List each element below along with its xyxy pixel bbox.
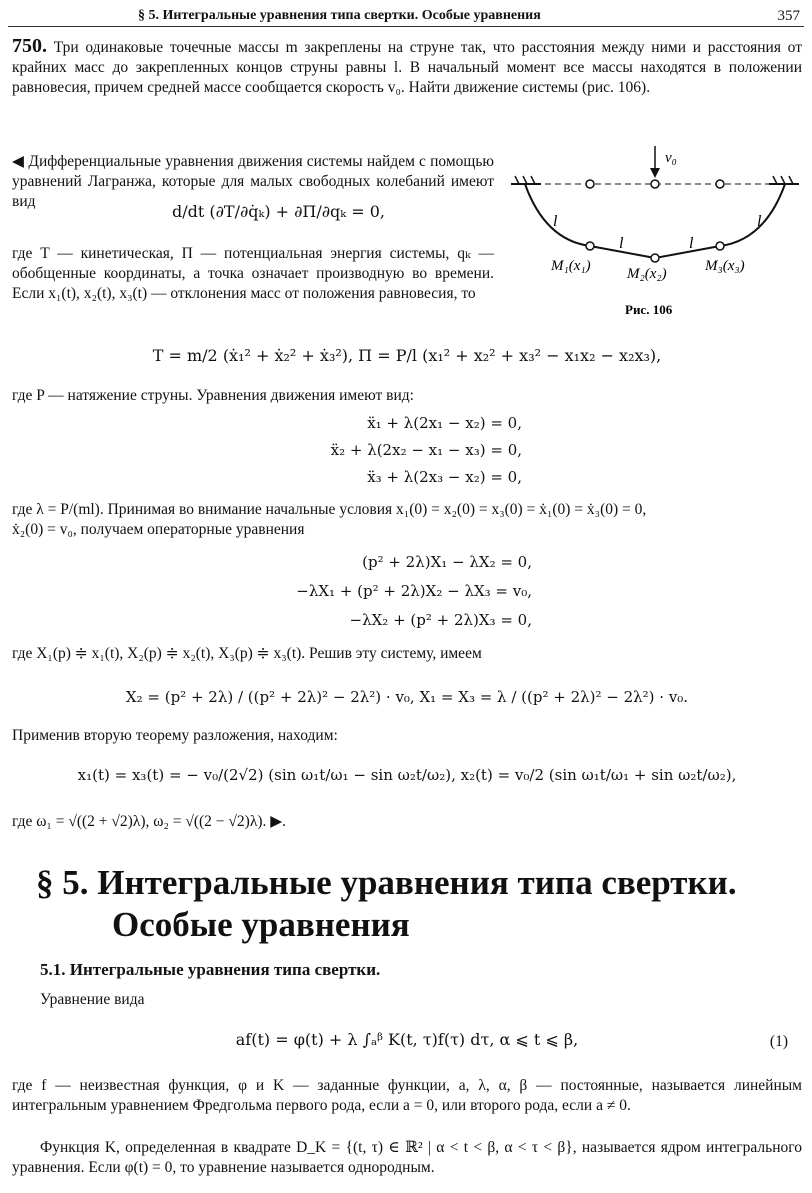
- problem-statement-block: [12, 36, 802, 98]
- running-header: [8, 6, 804, 27]
- equation-number: (1): [769, 1033, 788, 1050]
- fredholm-equation-row: [12, 1030, 802, 1056]
- section-title-line-1: § 5. Интегральные уравнения типа свертки.: [36, 863, 737, 902]
- figure-106: [505, 140, 805, 320]
- mass-equilibrium-2: [651, 180, 659, 188]
- running-header-title: § 5. Интегральные уравнения типа свертки. Особые уравнения: [138, 8, 541, 23]
- motion-equation-1: ẍ₁ + λ(2x₁ − x₂) = 0,: [367, 414, 522, 432]
- figure-caption: Рис. 106: [625, 302, 673, 317]
- fredholm-equation: af(t) = φ(t) + λ ∫ₐᵝ K(t, τ)f(τ) dτ, α ⩽ t ⩽ β,: [235, 1030, 579, 1049]
- length-label-3: l: [689, 235, 694, 252]
- subsection-title: 5.1. Интегральные уравнения типа свертки.: [40, 960, 381, 979]
- mass-label-2: M₂(x₂): [627, 266, 667, 282]
- length-label-4: l: [757, 213, 762, 230]
- motion-equation-3: ẍ₃ + λ(2x₃ − x₂) = 0,: [367, 468, 522, 486]
- lagrange-equation: d/dt (∂T/∂q̇ₖ) + ∂П/∂qₖ = 0,: [172, 202, 385, 221]
- mass-3: [716, 242, 724, 250]
- theorem-text: Применив вторую теорему разложения, находим:: [12, 727, 338, 744]
- page-number: 357: [777, 8, 800, 24]
- energy-definition-text: где T — кинетическая, П — потенциальная энергия системы, qₖ — обобщенные координаты, а точка означает производную во времени. Если x₁(t), x₂(t), x₃(t) — отклонения масс от положения равновесия, то: [12, 245, 494, 302]
- mass-label-1: M₁(x₁): [551, 258, 591, 274]
- operator-equation-2: −λX₁ + (p² + 2λ)X₂ − λX₃ = v₀,: [296, 582, 532, 600]
- solution-X-equation: X₂ = (p² + 2λ) / ((p² + 2λ)² − 2λ²) · v₀, X₁ = X₃ = λ / ((p² + 2λ)² − 2λ²) · v₀.: [125, 688, 689, 706]
- problem-number: 750.: [12, 35, 47, 57]
- initial-conditions-text: [12, 500, 802, 540]
- length-label-1: l: [553, 213, 558, 230]
- kernel-text: Функция K, определенная в квадрате D_K = {(t, τ) ∈ ℝ² | α < t < β, α < τ < β}, называется ядром интегрального уравнения. Если φ(t) = 0, то уравнение называется однородным.: [12, 1139, 802, 1176]
- mass-2: [651, 254, 659, 262]
- problem-statement: Три одинаковые точечные массы m закреплены на струне так, что расстояния между ними и расстояния от крайних масс до закрепленных концов струны равны l. В начальный момент все массы находятся в положении равновесия, причем средней массе сообщается скорость v₀. Найти движение системы (рис. 106).: [12, 39, 802, 96]
- definition-text: где f — неизвестная функция, φ и K — заданные функции, a, λ, α, β — постоянные, называется линейным интегральным уравнением Фредгольма первого рода, если a = 0, или второго рода, если a ≠ 0.: [12, 1077, 802, 1114]
- section-intro: Уравнение вида: [40, 991, 145, 1008]
- string-diagram: [505, 140, 805, 320]
- length-label-2: l: [619, 235, 624, 252]
- mass-1: [586, 242, 594, 250]
- velocity-label: v₀: [665, 150, 677, 166]
- section-title: [36, 862, 806, 946]
- mass-equilibrium-1: [586, 180, 594, 188]
- operator-equations: [270, 548, 532, 635]
- deformed-string: [525, 184, 785, 258]
- solution-intro: ◀ Дифференциальные уравнения движения системы найдем с помощью уравнений Лагранжа, которые для малых свободных колебаний имеют вид: [12, 153, 494, 210]
- operator-equation-3: −λX₂ + (p² + 2λ)X₃ = 0,: [349, 611, 532, 629]
- solution-x-equation: x₁(t) = x₃(t) = − v₀/(2√2) (sin ω₁t/ω₁ − sin ω₂t/ω₂), x₂(t) = v₀/2 (sin ω₁t/ω₁ + sin ω₂t/ω₂),: [77, 766, 737, 784]
- tension-text: где P — натяжение струны. Уравнения движения имеют вид:: [12, 387, 414, 404]
- motion-equation-2: ẍ₂ + λ(2x₂ − x₁ − x₃) = 0,: [330, 441, 522, 459]
- velocity-arrow-head: [650, 168, 660, 178]
- initial-conditions-line-1: где λ = P/(ml). Принимая во внимание начальные условия x₁(0) = x₂(0) = x₃(0) = ẋ₁(0) = ẋ₃(0) = 0,: [12, 501, 647, 518]
- omega-text: где ω₁ = √((2 + √2)λ), ω₂ = √((2 − √2)λ). ▶.: [12, 813, 287, 830]
- operator-equation-1: (p² + 2λ)X₁ − λX₂ = 0,: [362, 553, 532, 571]
- mass-label-3: M₃(x₃): [705, 258, 745, 274]
- motion-equations: [300, 410, 522, 491]
- initial-conditions-line-2: ẋ₂(0) = v₀, получаем операторные уравнения: [12, 521, 305, 538]
- section-title-line-2: Особые уравнения: [112, 905, 410, 944]
- mass-equilibrium-3: [716, 180, 724, 188]
- images-text: где X₁(p) ≑ x₁(t), X₂(p) ≑ x₂(t), X₃(p) ≑ x₃(t). Решив эту систему, имеем: [12, 645, 482, 662]
- energy-equation: T = m/2 (ẋ₁² + ẋ₂² + ẋ₃²), П = P/l (x₁² + x₂² + x₃² − x₁x₂ − x₂x₃),: [152, 346, 662, 365]
